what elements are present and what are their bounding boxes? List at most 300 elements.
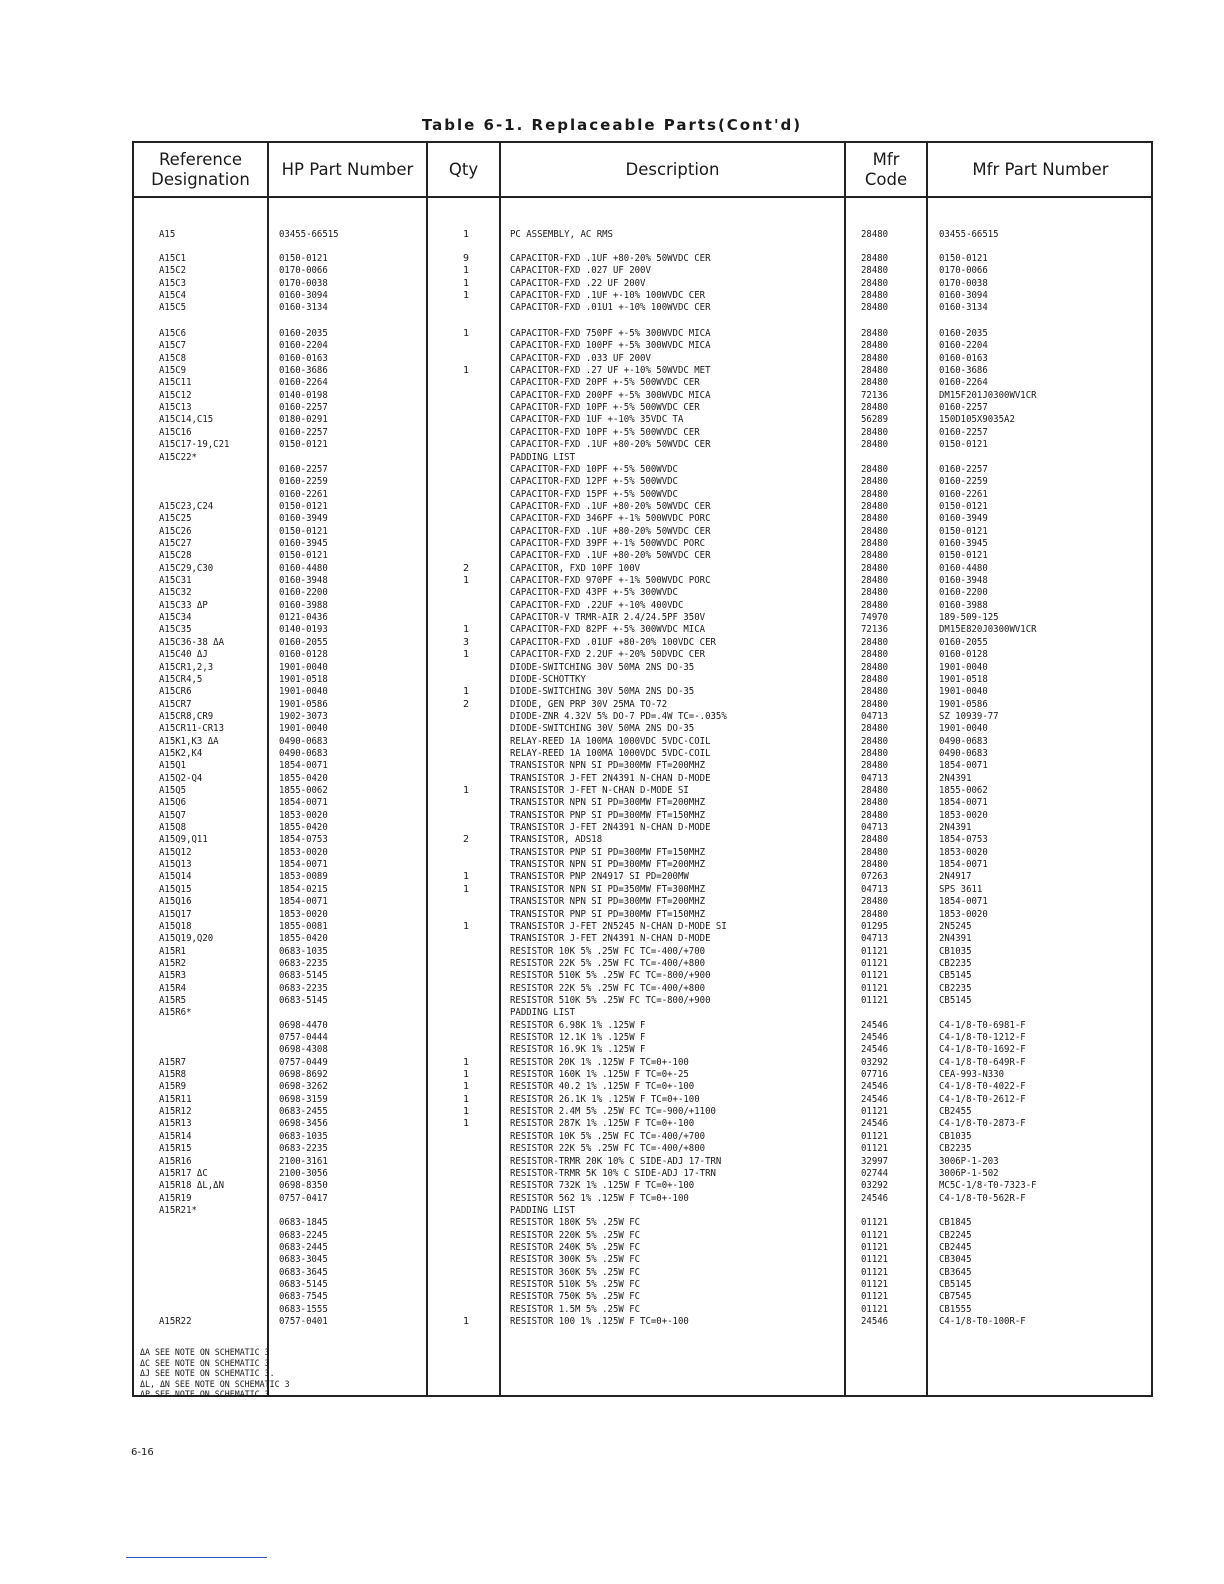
cell-desc: CAPACITOR-FXD 970PF +-1% 500WVDC PORC [510, 575, 711, 586]
cell-qty: 1 [462, 277, 470, 289]
cell-desc: CAPACITOR-FXD 346PF +-1% 500WVDC PORC [510, 513, 711, 525]
cell-mpn: 1901-0040 [939, 686, 988, 698]
cell-qty: 1 [462, 686, 470, 698]
cell-desc: CAPACITOR-FXD 82PF +-5% 300WVDC MICA [510, 624, 706, 636]
cell-code: 28480 [861, 686, 889, 698]
cell-mpn: 1901-0586 [939, 698, 988, 710]
cell-desc: RESISTOR 20K 1% .125W F TC=0+-100 [510, 1056, 689, 1068]
cell-desc: CAPACITOR-V TRMR-AIR 2.4/24.5PF 350V [510, 612, 706, 624]
cell-mpn: 1853-0020 [939, 908, 988, 920]
cell-ref: A15C13 [159, 402, 192, 414]
cell-desc: TRANSISTOR NPN SI PD=300MW FT=200MHZ [510, 760, 706, 772]
cell-desc: RESISTOR 16.9K 1% .125W F [510, 1044, 646, 1056]
cell-desc: TRANSISTOR J-FET N-CHAN D-MODE SI [510, 785, 689, 796]
cell-desc: RESISTOR 360K 5% .25W FC [510, 1266, 641, 1278]
cell-ref: A15C1 [159, 253, 187, 264]
cell-code: 01121 [861, 1254, 889, 1266]
cell-code: 28480 [861, 538, 889, 549]
cell-desc: RESISTOR 510K 5% .25W FC TC=-800/+900 [510, 970, 711, 982]
cell-ref: A15CR4,5 [159, 673, 203, 685]
cell-desc: PADDING LIST [510, 451, 576, 463]
cell-code: 28480 [861, 439, 889, 451]
cell-mpn: 0160-3988 [939, 599, 988, 611]
cell-desc: RESISTOR 2.4M 5% .25W FC TC=-900/+1100 [510, 1106, 716, 1118]
cell-qty: 1 [462, 1056, 470, 1068]
cell-code: 28480 [861, 747, 889, 759]
cell-ref: A15Q9,Q11 [159, 834, 208, 846]
cell-mpn: CB2235 [939, 957, 972, 969]
cell-ref: A15C33 ΔP [159, 599, 208, 611]
cell-code: 04713 [861, 933, 889, 945]
cell-mpn: CB2455 [939, 1106, 972, 1118]
cell-part: 0683-5145 [279, 994, 328, 1006]
cell-code: 01121 [861, 1279, 889, 1290]
cell-desc: TRANSISTOR NPN SI PD=300MW FT=200MHZ [510, 797, 706, 809]
cell-code: 01121 [861, 1229, 889, 1241]
cell-code: 72136 [861, 389, 889, 401]
cell-qty: 1 [462, 1069, 470, 1080]
cell-ref: A15 [159, 229, 176, 240]
cell-part: 2100-3056 [279, 1167, 328, 1179]
cell-code: 01295 [861, 920, 889, 932]
cell-desc: CAPACITOR-FXD .1UF +80-20% 50WVDC CER [510, 525, 711, 537]
cell-desc: CAPACITOR-FXD 10PF +-5% 500WVDC CER [510, 402, 700, 414]
cell-ref: A15R15 [159, 1143, 192, 1155]
footnote: ΔP SEE NOTE ON SCHEMATIC 3. [140, 1390, 275, 1400]
cell-mpn: 0160-2200 [939, 587, 988, 599]
cell-desc: CAPACITOR-FXD .27 UF +-10% 50WVDC MET [510, 365, 711, 376]
cell-part: 0683-1845 [279, 1217, 328, 1229]
cell-code: 28480 [861, 365, 889, 376]
cell-part: 1854-0753 [279, 834, 328, 846]
cell-code: 28480 [861, 636, 889, 648]
cell-code: 03292 [861, 1056, 889, 1068]
cell-code: 28480 [861, 377, 889, 389]
header-reference-designation: Reference Designation [151, 149, 250, 189]
cell-part: 1854-0071 [279, 859, 328, 871]
cell-ref: A15C36-38 ΔA [159, 636, 225, 648]
cell-mpn: DM15F201J0300WV1CR [939, 389, 1037, 401]
page-number: 6-16 [131, 1447, 154, 1458]
cell-ref: A15C6 [159, 328, 187, 339]
cell-ref: A15R2 [159, 957, 187, 969]
cell-desc: DIODE-SWITCHING 30V 50MA 2NS DO-35 [510, 723, 695, 735]
cell-code: 56289 [861, 414, 889, 426]
cell-desc: TRANSISTOR PNP 2N4917 SI PD=200MW [510, 871, 689, 883]
cell-ref: A15C5 [159, 302, 187, 314]
cell-desc: RESISTOR 287K 1% .125W F TC=0+-100 [510, 1118, 695, 1130]
cell-part: 1853-0020 [279, 809, 328, 821]
cell-ref: A15Q17 [159, 908, 192, 920]
cell-mpn: 0150-0121 [939, 500, 988, 512]
cell-ref: A15C40 ΔJ [159, 649, 208, 661]
cell-code: 28480 [861, 908, 889, 920]
cell-desc: TRANSISTOR PNP SI PD=300MW FT=150MHZ [510, 908, 706, 920]
cell-mpn: 0160-0163 [939, 352, 988, 364]
cell-mpn: 2N4917 [939, 871, 972, 883]
cell-part: 0160-2261 [279, 488, 328, 500]
cell-ref: A15R22 [159, 1316, 192, 1327]
cell-code: 24546 [861, 1093, 889, 1105]
cell-ref: A15C14,C15 [159, 414, 214, 426]
cell-part: 0160-2264 [279, 377, 328, 389]
cell-desc: CAPACITOR-FXD 12PF +-5% 500WVDC [510, 476, 678, 488]
cell-ref: A15Q15 [159, 883, 192, 895]
cell-mpn: CB3045 [939, 1254, 972, 1266]
cell-code: 74970 [861, 612, 889, 624]
cell-code: 28480 [861, 673, 889, 685]
cell-desc: CAPACITOR-FXD 100PF +-5% 300WVDC MICA [510, 340, 711, 352]
cell-ref: A15CR11-CR13 [159, 723, 225, 735]
cell-part: 0160-3134 [279, 302, 328, 314]
cell-part: 0490-0683 [279, 735, 328, 747]
cell-desc: CAPACITOR-FXD .22UF +-10% 400VDC [510, 599, 684, 611]
cell-code: 01121 [861, 1266, 889, 1278]
cell-qty: 1 [462, 328, 470, 339]
cell-desc: CAPACITOR-FXD 15PF +-5% 500WVDC [510, 488, 678, 500]
cell-qty: 2 [462, 698, 470, 710]
cell-ref: A15R3 [159, 970, 187, 982]
cell-ref: A15K1,K3 ΔA [159, 735, 219, 747]
cell-desc: CAPACITOR, FXD 10PF 100V [510, 562, 641, 574]
cell-part: 0698-4470 [279, 1019, 328, 1031]
cell-mpn: CB3645 [939, 1266, 972, 1278]
cell-ref: A15C25 [159, 513, 192, 525]
cell-code: 03292 [861, 1180, 889, 1192]
cell-part: 0160-2204 [279, 340, 328, 352]
cell-desc: TRANSISTOR, ADS18 [510, 834, 603, 846]
cell-part: 0160-2259 [279, 476, 328, 488]
cell-desc: RESISTOR-TRMR 20K 10% C SIDE-ADJ 17-TRN [510, 1155, 722, 1167]
cell-qty: 1 [462, 365, 470, 376]
cell-ref: A15Q8 [159, 822, 187, 833]
cell-code: 28480 [861, 463, 889, 475]
cell-code: 28480 [861, 735, 889, 747]
cell-code: 24546 [861, 1032, 889, 1043]
footnote: ΔJ SEE NOTE ON SCHEMATIC 3. [140, 1369, 275, 1379]
cell-part: 1853-0020 [279, 908, 328, 920]
cell-desc: PC ASSEMBLY, AC RMS [510, 229, 613, 240]
cell-mpn: MC5C-1/8-T0-7323-F [939, 1180, 1037, 1192]
cell-desc: RESISTOR 12.1K 1% .125W F [510, 1032, 646, 1043]
cell-ref: A15R5 [159, 994, 187, 1006]
cell-ref: A15C3 [159, 277, 187, 289]
cell-part: 0121-0436 [279, 612, 328, 624]
cell-desc: CAPACITOR-FXD .1UF +-10% 100WVDC CER [510, 290, 706, 301]
cell-part: 0683-1035 [279, 1130, 328, 1142]
cell-part: 0683-2235 [279, 982, 328, 994]
cell-ref: A15C12 [159, 389, 192, 401]
cell-part: 1854-0215 [279, 883, 328, 895]
cell-mpn: 2N4391 [939, 822, 972, 833]
cell-mpn: 0150-0121 [939, 439, 988, 451]
cell-qty: 1 [462, 575, 470, 586]
cell-part: 0180-0291 [279, 414, 328, 426]
cell-ref: A15R21* [159, 1204, 197, 1216]
cell-mpn: 0160-0128 [939, 649, 988, 661]
cell-mpn: 1853-0020 [939, 846, 988, 858]
cell-mpn: 1854-0071 [939, 760, 988, 772]
cell-desc: TRANSISTOR J-FET 2N4391 N-CHAN D-MODE [510, 933, 711, 945]
cell-code: 01121 [861, 1106, 889, 1118]
cell-ref: A15C7 [159, 340, 187, 352]
cell-code: 24546 [861, 1316, 889, 1327]
cell-part: 0160-3094 [279, 290, 328, 301]
cell-desc: DIODE, GEN PRP 30V 25MA TO-72 [510, 698, 668, 710]
cell-code: 04713 [861, 772, 889, 784]
cell-part: 0698-3456 [279, 1118, 328, 1130]
cell-desc: TRANSISTOR J-FET 2N4391 N-CHAN D-MODE [510, 772, 711, 784]
cell-desc: TRANSISTOR J-FET 2N4391 N-CHAN D-MODE [510, 822, 711, 833]
cell-desc: CAPACITOR-FXD 39PF +-1% 500WVDC PORC [510, 538, 706, 549]
cell-desc: RESISTOR 40.2 1% .125W F TC=0+-100 [510, 1081, 695, 1093]
bottom-rule [126, 1557, 267, 1558]
cell-part: 1901-0040 [279, 723, 328, 735]
cell-mpn: 1854-0753 [939, 834, 988, 846]
cell-mpn: CB5145 [939, 994, 972, 1006]
cell-part: 1901-0040 [279, 661, 328, 673]
cell-code: 28480 [861, 352, 889, 364]
cell-desc: RESISTOR 220K 5% .25W FC [510, 1229, 641, 1241]
cell-code: 01121 [861, 1241, 889, 1253]
cell-mpn: 2N5245 [939, 920, 972, 932]
cell-code: 28480 [861, 340, 889, 352]
cell-code: 01121 [861, 1303, 889, 1315]
cell-ref: A15C31 [159, 575, 192, 586]
cell-qty: 1 [462, 1316, 470, 1327]
cell-mpn: 1854-0071 [939, 896, 988, 908]
cell-qty: 1 [462, 920, 470, 932]
cell-desc: RESISTOR 300K 5% .25W FC [510, 1254, 641, 1266]
cell-desc: RESISTOR 160K 1% .125W F TC=0+-25 [510, 1069, 689, 1080]
cell-desc: RESISTOR 10K 5% .25W FC TC=-400/+700 [510, 1130, 706, 1142]
cell-desc: CAPACITOR-FXD 200PF +-5% 300WVDC MICA [510, 389, 711, 401]
cell-code: 02744 [861, 1167, 889, 1179]
cell-desc: DIODE-SWITCHING 30V 50MA 2NS DO-35 [510, 661, 695, 673]
cell-part: 0757-0449 [279, 1056, 328, 1068]
cell-mpn: CB5145 [939, 970, 972, 982]
cell-mpn: C4-1/8-T0-649R-F [939, 1056, 1026, 1068]
cell-mpn: C4-1/8-T0-2612-F [939, 1093, 1026, 1105]
cell-part: 1853-0020 [279, 846, 328, 858]
cell-part: 0150-0121 [279, 550, 328, 562]
cell-mpn: 0160-2264 [939, 377, 988, 389]
cell-part: 0683-1555 [279, 1303, 328, 1315]
cell-mpn: C4-1/8-T0-1692-F [939, 1044, 1026, 1056]
cell-desc: RESISTOR 22K 5% .25W FC TC=-400/+800 [510, 957, 706, 969]
cell-ref: A15Q16 [159, 896, 192, 908]
cell-part: 0698-8692 [279, 1069, 328, 1080]
cell-part: 0160-3945 [279, 538, 328, 549]
cell-part: 1855-0420 [279, 772, 328, 784]
cell-mpn: CB1555 [939, 1303, 972, 1315]
cell-mpn: 0170-0038 [939, 277, 988, 289]
cell-ref: A15R6* [159, 1007, 192, 1019]
cell-mpn: 1901-0518 [939, 673, 988, 685]
cell-mpn: 0160-2204 [939, 340, 988, 352]
cell-part: 0160-3686 [279, 365, 328, 376]
cell-desc: RESISTOR 732K 1% .125W F TC=0+-100 [510, 1180, 695, 1192]
footnotes [140, 1348, 290, 1401]
cell-code: 01121 [861, 1217, 889, 1229]
cell-qty: 1 [462, 265, 470, 277]
cell-desc: CAPACITOR-FXD 43PF +-5% 300WVDC [510, 587, 678, 599]
cell-code: 28480 [861, 661, 889, 673]
header-divider [134, 196, 1151, 198]
cell-desc: RESISTOR 10K 5% .25W FC TC=-400/+700 [510, 945, 706, 957]
cell-ref: A15R11 [159, 1093, 192, 1105]
cell-desc: DIODE-SWITCHING 30V 50MA 2NS DO-35 [510, 686, 695, 698]
cell-part: 0170-0066 [279, 265, 328, 277]
cell-part: 0160-2257 [279, 463, 328, 475]
cell-ref: A15C9 [159, 365, 187, 376]
cell-desc: TRANSISTOR NPN SI PD=350MW FT=300MHZ [510, 883, 706, 895]
cell-qty: 1 [462, 1093, 470, 1105]
cell-qty: 1 [462, 290, 470, 301]
cell-desc: CAPACITOR-FXD 10PF +-5% 500WVDC CER [510, 426, 700, 438]
cell-part: 1855-0420 [279, 933, 328, 945]
cell-code: 24546 [861, 1192, 889, 1204]
cell-code: 28480 [861, 698, 889, 710]
cell-qty: 1 [462, 1118, 470, 1130]
parts-table [132, 141, 1153, 1397]
cell-part: 0683-5145 [279, 1279, 328, 1290]
cell-code: 28480 [861, 587, 889, 599]
cell-code: 28480 [861, 834, 889, 846]
cell-mpn: 0150-0121 [939, 525, 988, 537]
cell-mpn: 1854-0071 [939, 859, 988, 871]
cell-code: 28480 [861, 575, 889, 586]
cell-part: 0160-3988 [279, 599, 328, 611]
cell-part: 2100-3161 [279, 1155, 328, 1167]
column-divider [426, 143, 428, 1395]
cell-code: 01121 [861, 1143, 889, 1155]
cell-mpn: 0160-2055 [939, 636, 988, 648]
cell-ref: A15K2,K4 [159, 747, 203, 759]
cell-code: 01121 [861, 945, 889, 957]
cell-mpn: 0160-2257 [939, 463, 988, 475]
cell-code: 28480 [861, 809, 889, 821]
cell-desc: RESISTOR 562 1% .125W F TC=0+-100 [510, 1192, 689, 1204]
cell-desc: RESISTOR 22K 5% .25W FC TC=-400/+800 [510, 982, 706, 994]
cell-part: 1854-0071 [279, 896, 328, 908]
header-description: Description [625, 159, 720, 179]
cell-mpn: CB1035 [939, 945, 972, 957]
cell-mpn: 0490-0683 [939, 747, 988, 759]
cell-desc: CAPACITOR-FXD .1UF +80-20% 50WVDC CER [510, 500, 711, 512]
cell-ref: A15Q18 [159, 920, 192, 932]
cell-ref: A15C4 [159, 290, 187, 301]
cell-desc: RESISTOR-TRMR 5K 10% C SIDE-ADJ 17-TRN [510, 1167, 716, 1179]
cell-desc: RESISTOR 1.5M 5% .25W FC [510, 1303, 641, 1315]
cell-part: 0698-4308 [279, 1044, 328, 1056]
cell-mpn: CB2245 [939, 1229, 972, 1241]
cell-code: 01121 [861, 1291, 889, 1303]
cell-mpn: 1855-0062 [939, 785, 988, 796]
cell-mpn: CB2235 [939, 1143, 972, 1155]
cell-desc: PADDING LIST [510, 1007, 576, 1019]
cell-code: 28480 [861, 649, 889, 661]
cell-ref: A15R13 [159, 1118, 192, 1130]
cell-ref: A15Q6 [159, 797, 187, 809]
cell-desc: CAPACITOR-FXD .033 UF 200V [510, 352, 651, 364]
cell-mpn: C4-1/8-T0-4022-F [939, 1081, 1026, 1093]
cell-ref: A15C34 [159, 612, 192, 624]
cell-ref: A15Q7 [159, 809, 187, 821]
cell-qty: 1 [462, 229, 470, 240]
cell-mpn: 1901-0040 [939, 723, 988, 735]
cell-ref: A15C16 [159, 426, 192, 438]
cell-desc: RESISTOR 240K 5% .25W FC [510, 1241, 641, 1253]
cell-qty: 9 [462, 253, 470, 264]
cell-mpn: 150D105X9035A2 [939, 414, 1015, 426]
cell-code: 28480 [861, 328, 889, 339]
cell-part: 0160-0163 [279, 352, 328, 364]
cell-code: 04713 [861, 710, 889, 722]
column-divider [926, 143, 928, 1395]
cell-ref: A15R8 [159, 1069, 187, 1080]
cell-mpn: C4-1/8-T0-6981-F [939, 1019, 1026, 1031]
cell-part: 0683-2455 [279, 1106, 328, 1118]
cell-desc: DIODE-ZNR 4.32V 5% DO-7 PD=.4W TC=-.035% [510, 710, 727, 722]
cell-desc: RESISTOR 6.98K 1% .125W F [510, 1019, 646, 1031]
column-divider [499, 143, 501, 1395]
cell-part: 0698-3262 [279, 1081, 328, 1093]
cell-part: 0683-2445 [279, 1241, 328, 1253]
cell-part: 0698-3159 [279, 1093, 328, 1105]
header-qty: Qty [448, 159, 479, 179]
cell-code: 28480 [861, 797, 889, 809]
cell-part: 1901-0518 [279, 673, 328, 685]
cell-ref: A15C17-19,C21 [159, 439, 230, 451]
cell-part: 0160-0128 [279, 649, 328, 661]
cell-part: 03455-66515 [279, 229, 339, 240]
cell-part: 0160-2257 [279, 426, 328, 438]
cell-qty: 1 [462, 1081, 470, 1093]
cell-part: 0490-0683 [279, 747, 328, 759]
cell-code: 28480 [861, 859, 889, 871]
cell-mpn: C4-1/8-T0-1212-F [939, 1032, 1026, 1043]
cell-code: 72136 [861, 624, 889, 636]
cell-ref: A15R17 ΔC [159, 1167, 208, 1179]
cell-part: 1855-0420 [279, 822, 328, 833]
cell-desc: RESISTOR 180K 5% .25W FC [510, 1217, 641, 1229]
cell-code: 32997 [861, 1155, 889, 1167]
cell-code: 28480 [861, 562, 889, 574]
cell-ref: A15C29,C30 [159, 562, 214, 574]
cell-part: 0757-0444 [279, 1032, 328, 1043]
cell-mpn: 03455-66515 [939, 229, 999, 240]
cell-code: 28480 [861, 426, 889, 438]
cell-mpn: 0160-3948 [939, 575, 988, 586]
cell-code: 28480 [861, 302, 889, 314]
cell-desc: CAPACITOR-FXD 20PF +-5% 500WVDC CER [510, 377, 700, 389]
cell-part: 0757-0401 [279, 1316, 328, 1327]
cell-ref: A15C26 [159, 525, 192, 537]
cell-code: 01121 [861, 1130, 889, 1142]
cell-ref: A15Q1 [159, 760, 187, 772]
cell-code: 28480 [861, 896, 889, 908]
cell-code: 04713 [861, 822, 889, 833]
cell-desc: CAPACITOR-FXD .01UF +80-20% 100VDC CER [510, 636, 716, 648]
cell-desc: CAPACITOR-FXD 750PF +-5% 300WVDC MICA [510, 328, 711, 339]
cell-desc: RESISTOR 750K 5% .25W FC [510, 1291, 641, 1303]
footnote: ΔL, ΔN SEE NOTE ON SCHEMATIC 3 [140, 1379, 290, 1390]
cell-ref: A15R9 [159, 1081, 187, 1093]
cell-desc: TRANSISTOR PNP SI PD=300MW FT=150MHZ [510, 809, 706, 821]
cell-qty: 1 [462, 624, 470, 636]
cell-code: 28480 [861, 488, 889, 500]
